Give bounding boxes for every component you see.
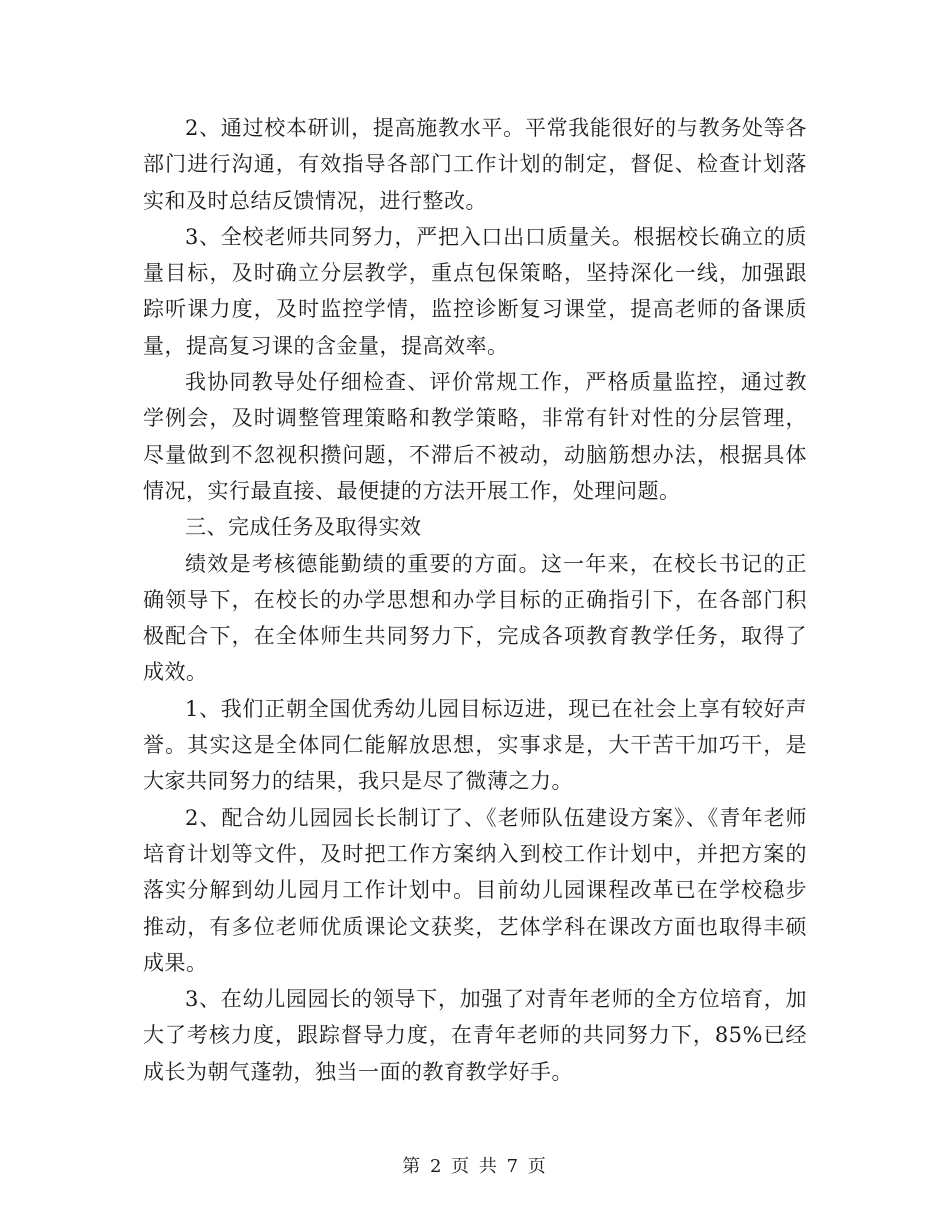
- paragraph-inspection: 我协同教导处仔细检查、评价常规工作，严格质量监控，通过教学例会，及时调整管理策略和教学策略，非常有针对性的分层管理，尽量做到不忽视积攒问题，不滞后不被动，动脑筋想办法，根据具体情况，实行最直接、最便捷的方法开展工作，处理问题。: [143, 370, 807, 503]
- paragraph-performance: 绩效是考核德能勤绩的重要的方面。这一年来，在校长书记的正确领导下，在校长的办学思想和办学目标的正确指引下，在各部门积极配合下，在全体师生共同努力下，完成各项教育教学任务，取得了成效。: [143, 551, 807, 685]
- paragraph-young-teachers: 3、在幼儿园园长的领导下，加强了对青年老师的全方位培育，加大了考核力度，跟踪督导力度，在青年老师的共同努力下，85%已经成长为朝气蓬勃，独当一面的教育教学好手。: [143, 987, 807, 1084]
- section-heading: 三、完成任务及取得实效: [185, 515, 422, 540]
- paragraph-training: 2、通过校本研训，提高施教水平。平常我能很好的与教务处等各部门进行沟通，有效指导各部门工作计划的制定，督促、检查计划落实和及时总结反馈情况，进行整改。: [143, 116, 807, 213]
- paragraph-goal: 1、我们正朝全国优秀幼儿园目标迈进，现已在社会上享有较好声誉。其实这是全体同仁能解放思想，实事求是，大干苦干加巧干，是大家共同努力的结果，我只是尽了微薄之力。: [143, 696, 807, 794]
- paragraph-quality: 3、全校老师共同努力，严把入口出口质量关。根据校长确立的质量目标，及时确立分层教学，重点包保策略，坚持深化一线，加强跟踪听课力度，及时监控学情，监控诊断复习课堂，提高老师的备课质量，提高复习课的含金量，提高效率。: [143, 224, 807, 358]
- paragraph-plans: 2、配合幼儿园园长长制订了、《老师队伍建设方案》、《青年老师培育计划等文件，及时把工作方案纳入到校工作计划中，并把方案的落实分解到幼儿园月工作计划中。目前幼儿园课程改革已在学校稳步推动，有多位老师优质课论文获奖，艺体学科在课改方面也取得丰硕成果。: [143, 805, 807, 975]
- page-number-footer: 第 2 页 共 7 页: [402, 1156, 548, 1177]
- document-body: [143, 110, 807, 1090]
